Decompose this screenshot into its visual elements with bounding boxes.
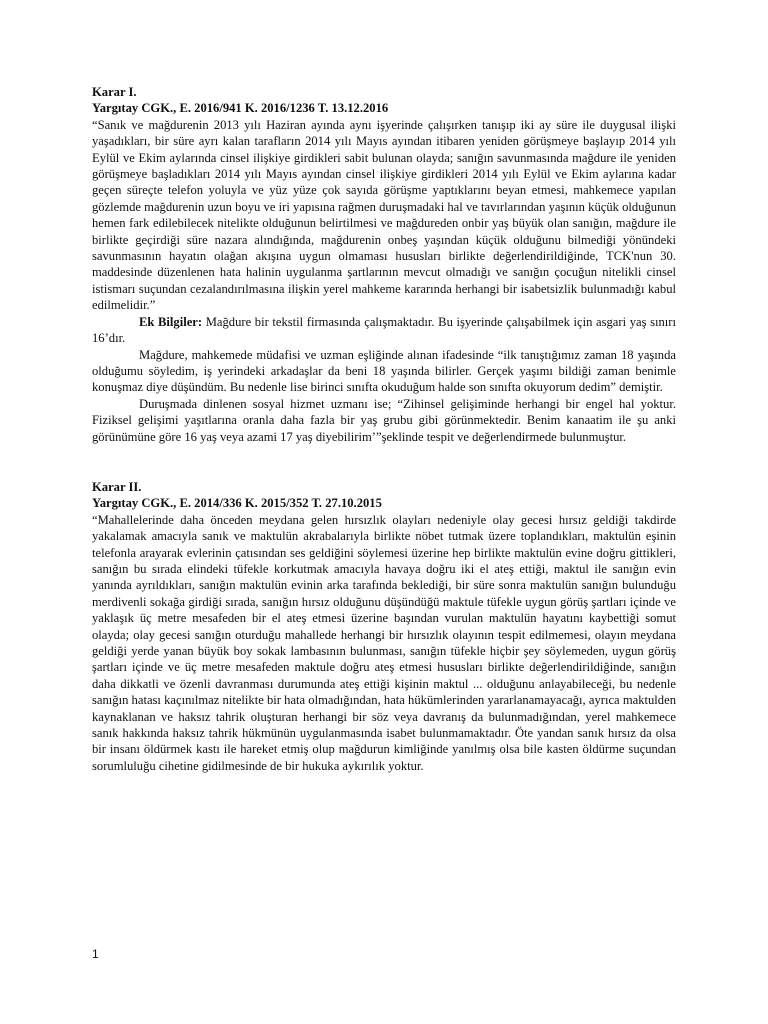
decision-1-title: Karar I. (92, 85, 137, 99)
decision-1-paragraph-2: Mağdure, mahkemede müdafisi ve uzman eşliğinde alınan ifadesinde “ilk tanıştığımız zaman 18 yaşında olduğumu söyledim, iş yerindeki arkadaşlar da beni 18 yaşında bilirler. Gerçek yaşımı bildiği zaman benimle konuşmaz diye düşündüm. Bu nedenle lise birinci sınıfta okuduğum halde son sınıfta okuyorum dedim” demiştir. (92, 347, 676, 395)
document-page (92, 84, 676, 774)
decision-2-citation: Yargıtay CGK., E. 2014/336 K. 2015/352 T. 27.10.2015 (92, 496, 382, 511)
decision-2-title: Karar II. (92, 479, 142, 494)
decision-1-quote: “Sanık ve mağdurenin 2013 yılı Haziran ayında aynı işyerinde çalışırken tanışıp iki ay süre ile duygusal ilişki yaşadıkları, bir süre ayrı kalan tarafların 2014 yılı Mayıs ayından itibaren yeniden görüşmeye başlayıp 2014 yılı Eylül ve Ekim aylarında cinsel ilişkiye girdikleri sabit bulunan olayda; sanığın savunmasında mağdure ile yeniden görüşmeye başladıkları 2014 yılı Mayıs ayından cinsel ilişkiye girdikleri 2014 yılı Eylül ve Ekim aylarına kadar geçen süreçte telefon yoluyla ve yüz yüze çok sayıda görüşme yaptıklarını beyan etmesi, mahkemece yapılan gözlemde mağdurenin uzun boyu ve iri yapısına rağmen duruşmadaki hal ve tavırlarından yaşının küçük olduğunun hemen fark edilebilecek nitelikte olduğunun belirtilmesi ve mağdureden onbir yaş büyük olan sanığın, mağdure ile birlikte geçirdiği süre nazara alındığında, mağdurenin onbeş yaşından küçük olduğunu bilmediği yönündeki savunmasının hayatın olağan akışına uygun olmaması hususları birlikte değerlendirildiğinde, TCK'nun 30. maddesinde düzenlenen hata halinin uygulanma şartlarının mevcut olmadığı ve sanığın çocuğun nitelikli cinsel istismarı suçundan cezalandırılmasına ilişkin yerel mahkeme kararında herhangi bir isabetsizlik bulunmadığı kabul edilmelidir.” (92, 117, 676, 313)
decision-1-citation: Yargıtay CGK., E. 2016/941 K. 2016/1236 T. 13.12.2016 (92, 101, 389, 116)
extra-info-label: Ek Bilgiler: (139, 314, 203, 329)
page-number: 1 (92, 947, 99, 961)
section-spacer (92, 445, 676, 479)
decision-1-extra-info (92, 314, 676, 347)
extra-info-text: Mağdure bir tekstil firmasında çalışmaktadır. Bu işyerinde çalışabilmek için asgari yaş sınırı 16’dır. (92, 314, 676, 346)
decision-1-paragraph-3: Duruşmada dinlenen sosyal hizmet uzmanı ise; “Zihinsel gelişiminde herhangi bir engel hal yoktur. Fiziksel gelişimi yaşıtlarına oranla daha fazla bir yaş grubu gibi görünmektedir. Benim kanaatim ile şu anki görünümüne göre 16 yaş veya azami 17 yaş diyebilirim’”şeklinde tespit ve değerlendirmede bulunmuştur. (92, 396, 676, 444)
decision-2-quote: “Mahallelerinde daha önceden meydana gelen hırsızlık olayları nedeniyle olay gecesi hırsız geldiği takdirde yakalamak amacıyla sanık ve maktulün akrabalarıyla birlikte nöbet tutmak üzere toplandıkları, maktulün eşinin telefonla arayarak evlerinin çatısından ses geldiğini söylemesi üzerine hep birlikte maktulün evine doğru gittikleri, sanığın bu sırada elindeki tüfekle korkutmak amacıyla havaya doğru iki el ateş ettiği, maktul ile sanığın evin yanında ayrıldıkları, sanığın maktulün evinin arka tarafında beklediği, bir süre sonra maktulün sanığın bulunduğu merdivenli sokağa girdiği sırada, sanığın hırsız olduğunu düşündüğü maktule tüfekle uygun görüş şartları içinde ve yaklaşık üç metre mesafeden bir el ateş etmesi üzerine başından vurulan maktulün hayatını kaybettiği somut olayda; olay gecesi sanığın oturduğu mahallede herhangi bir hırsızlık olayının tespit edilmemesi, olayın meydana geldiği yerde yanan büyük boy sokak lambasının bulunması, sanığın tüfekle hiçbir şey söylemeden, uygun görüş şartları içinde ve üç metre mesafeden maktule doğru ateş etmesi hususları birlikte değerlendirildiğinde, sanığın daha dikkatli ve özenli davranması durumunda ateş ettiği kişinin maktul ... olduğunu anlayabileceği, bu nedenle sanığın hatası kaçınılmaz nitelikte bir hata olmadığından, hata hükümlerinden yararlanamayacağı, ayrıca maktulden kaynaklanan ve haksız tahrik oluşturan herhangi bir söz veya davranış da bulunmadığından, yerel mahkemece sanık hakkında haksız tahrik hükmünün uygulanmasında isabet bulunmamaktadır. Öte yandan sanık hırsız da olsa bir insanı öldürmek kastı ile hareket etmiş olup mağdurun kimliğinde yanılmış olsa bile kasten öldürme suçundan sorumluluğu cihetine gidilmesinde de bir hukuka aykırılık yoktur. (92, 512, 676, 773)
